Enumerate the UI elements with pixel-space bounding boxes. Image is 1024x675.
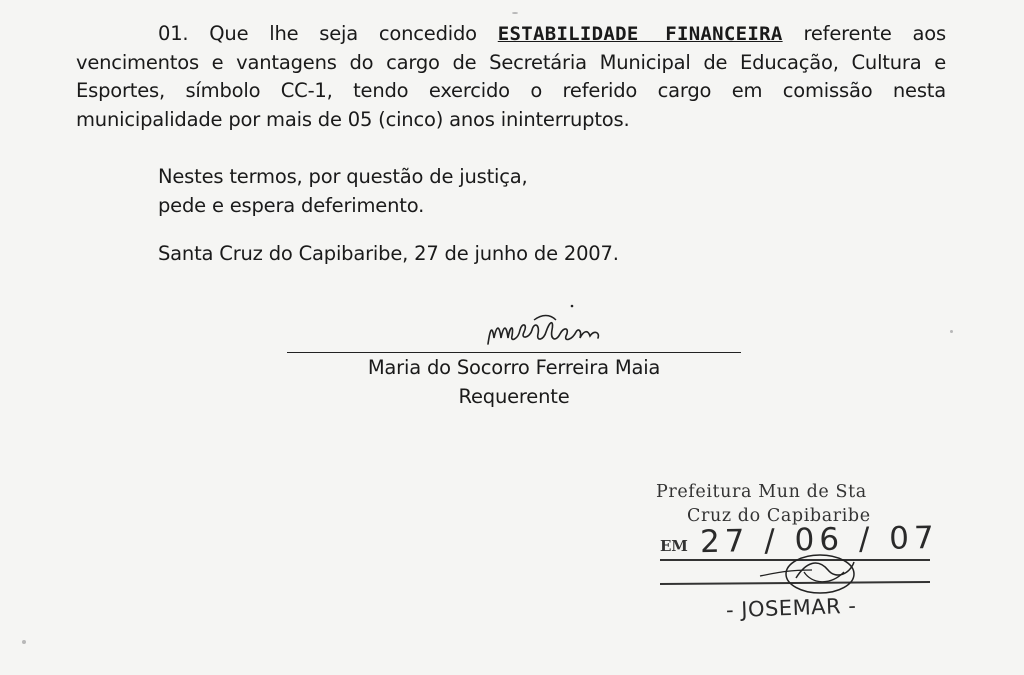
request-item-number: 01. — [158, 22, 189, 45]
closing-formula — [158, 162, 528, 220]
place-and-date: Santa Cruz do Capibaribe, 27 de junho de 2007. — [158, 242, 619, 265]
request-emphasis: ESTABILIDADE FINANCEIRA — [497, 23, 783, 45]
stamp-date: 27 / 06 / 07 — [699, 519, 939, 561]
stamp-institution-line-1: Prefeitura Mun de Sta — [656, 482, 867, 502]
request-paragraph — [76, 20, 946, 134]
closing-line-2: pede e espera deferimento. — [158, 194, 425, 217]
handwritten-signature — [480, 300, 630, 352]
signer-name: Maria do Socorro Ferreira Maia — [367, 356, 661, 379]
request-text-after: referente aos vencimentos e vantagens do cargo de Secretária Municipal de Educação, Cultura e Esportes, símbolo CC-1, tendo exercido o referido cargo em comissão nesta municipalidade por mais de 05 (cinco) anos ininterruptos. — [76, 22, 946, 131]
stamp-institution-line-2: Cruz do Capibaribe — [687, 506, 871, 526]
stamp-signer-name: - JOSEMAR - — [725, 593, 857, 623]
stamp-em-label: EM — [660, 537, 688, 555]
paper-speck — [22, 640, 26, 644]
paper-speck — [950, 330, 953, 333]
paper-speck — [512, 12, 518, 14]
signer-role: Requerente — [458, 385, 570, 408]
closing-line-1: Nestes termos, por questão de justiça, — [158, 165, 528, 188]
request-text-before: Que lhe seja concedido — [209, 22, 477, 45]
signature-line — [287, 352, 741, 353]
receipt-stamp — [640, 474, 940, 634]
